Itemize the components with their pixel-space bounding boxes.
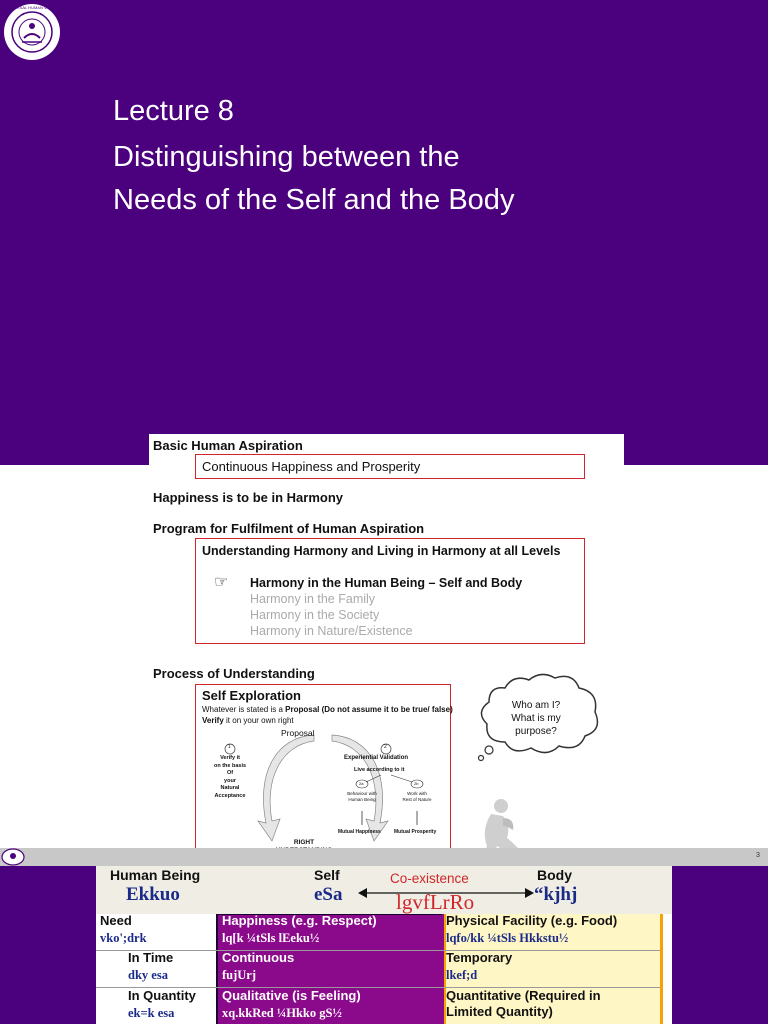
row-time-label: In Time [128,950,174,965]
basic-aspiration-heading: Basic Human Aspiration [153,438,303,453]
self-quantity-hindi: xq.kkRed ¼Hkko gS½ [222,1006,342,1020]
university-logo-icon [2,2,62,62]
self-label: Self [314,867,340,883]
body-need: Physical Facility (e.g. Food) [446,913,618,928]
human-being-label: Human Being [110,867,201,883]
lecture-number: Lecture 8 [113,95,234,127]
slide-footer-band [0,848,768,866]
verify-note: Verify it on your own right [202,716,294,725]
content-slide [149,434,624,864]
row-need-hindi: vko';drk [100,931,147,945]
row-time-hindi: dky esa [128,968,168,982]
self-quantity: Qualitative (is Feeling) [222,988,361,1003]
thought-bubble-text: Who am I? What is my purpose? [511,700,561,737]
self-body-table [96,866,672,1024]
coexistence-label: Co-existence [390,871,469,886]
self-exploration-box: Self Exploration Whatever is stated is a Proposal (Do not assume it to be true/ false) Verify it on your own right Proposal 1 2 Verify it on the basis Of your Natural Acceptance Experiential Validation Live according to it 2a 2b Behaviour with Human Being Work with Rest of Nature Mutual Happiness Mutual Prosperity RIGHT [195,684,451,864]
page-number: 3 [756,852,760,859]
verify-natural-acceptance: Verify it on the basis Of your Natural Acceptance [213,755,247,799]
harmony-society: Harmony in the Society [250,608,380,622]
body-time: Temporary [446,950,513,965]
human-being-hindi: Ekkuo [126,884,180,905]
aspiration-box: Continuous Happiness and Prosperity [195,454,585,479]
footer-logo-icon [0,848,26,866]
body-need-hindi: lqfo/kk ¼tSls Hkkstu½ [446,931,569,945]
body-label: Body [537,867,572,883]
coexistence-hindi: lgvfLrRo [396,890,475,914]
harmony-current-level: Harmony in the Human Being – Self and Body [250,576,523,590]
right-understanding: RIGHT [293,839,315,846]
title-slide [0,0,768,465]
proposal-note: Whatever is stated is a Proposal (Do not assume it to be true/ false) [202,705,453,714]
title-line-2: Distinguishing between the [113,141,460,173]
svg-text:UNIVERSAL HUMAN VALUES: UNIVERSAL HUMAN VALUES [4,5,60,10]
body-quantity: Quantitative (Required in [446,988,601,1003]
self-time-hindi: fujUrj [222,968,257,982]
title-line-3: Needs of the Self and the Body [113,184,515,216]
harmony-family: Harmony in the Family [250,592,376,606]
program-box: Understanding Harmony and Living in Harmony at all Levels ☞ Harmony in the Human Being – Self and Body Harmony in the Family Harmony in the Society Harmony in Nature/Existence [195,538,585,644]
harmony-nature: Harmony in Nature/Existence [250,624,413,638]
self-hindi: eSa [314,884,343,905]
body-quantity-line2: Limited Quantity) [446,1004,553,1019]
self-need: Happiness (e.g. Respect) [222,913,377,928]
happiness-line: Happiness is to be in Harmony [153,490,343,505]
double-arrow-icon [358,887,534,899]
process-heading: Process of Understanding [153,666,315,681]
program-heading: Program for Fulfilment of Human Aspiration [153,521,425,536]
row-need-label: Need [100,913,132,928]
self-need-hindi: lq[k ¼tSls lEeku½ [222,931,320,945]
body-time-hindi: lkef;d [446,968,478,982]
row-quantity-hindi: ek=k esa [128,1006,175,1020]
row-quantity-label: In Quantity [128,988,196,1003]
body-hindi: “kjhj [534,884,578,905]
pointing-hand-icon: ☞ [214,574,229,591]
self-time: Continuous [222,950,295,965]
